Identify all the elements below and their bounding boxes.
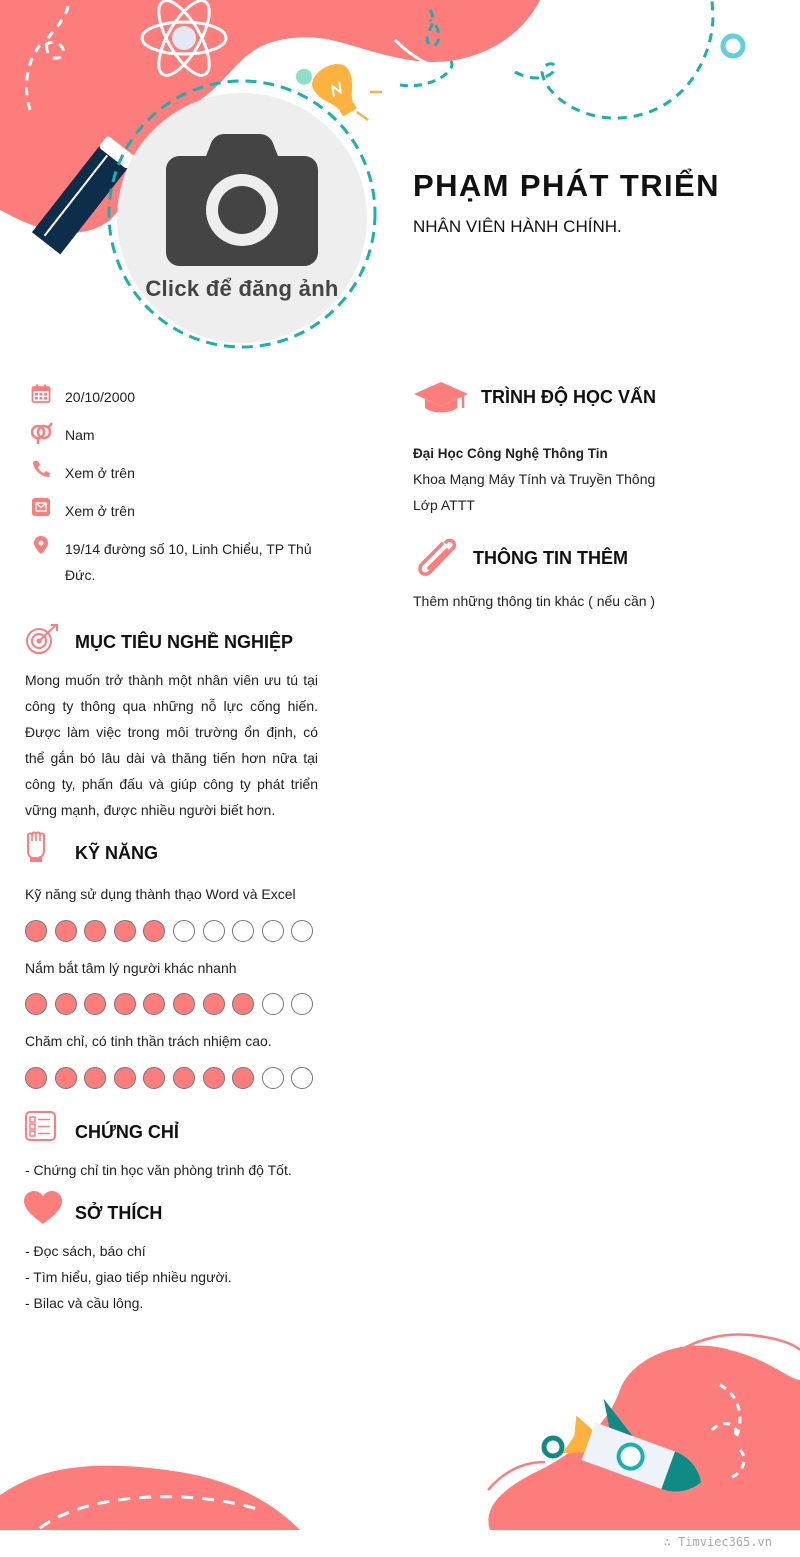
rating-dot-filled[interactable] — [25, 920, 47, 942]
rating-dot-empty[interactable] — [262, 920, 284, 942]
candidate-name[interactable]: PHẠM PHÁT TRIỂN — [413, 168, 720, 203]
heart-icon — [24, 1191, 62, 1224]
hobby-item-3[interactable]: - Bilac và cầu lông. — [25, 1295, 144, 1311]
education-title[interactable]: TRÌNH ĐỘ HỌC VẤN — [481, 387, 656, 407]
watermark-text: Timviec365.vn — [678, 1535, 772, 1549]
calendar-icon — [28, 384, 53, 406]
email-icon — [28, 498, 53, 520]
objective-text[interactable]: Mong muốn trở thành một nhân viên ưu tú tại công ty thông qua những nỗ lực cống hiến. Được làm việc trong môi trường ổn định, có thể gắn bó lâu dài và thăng tiến hơn nữa tại công ty, phấn đấu và giúp công ty phát triển vững mạnh, được nhiều người biết hơn. — [25, 672, 318, 818]
bottom-right-blob — [488, 1346, 800, 1530]
rating-dot-filled[interactable] — [143, 920, 165, 942]
address-row — [28, 536, 325, 588]
graduation-cap-icon — [413, 380, 469, 414]
skill-name-3[interactable]: Chăm chỉ, có tinh thần trách nhiệm cao. — [25, 1033, 272, 1049]
rating-dot-filled[interactable] — [84, 1067, 106, 1089]
address-text[interactable]: 19/14 đường số 10, Linh Chiểu, TP Thủ Đức. — [65, 541, 312, 583]
rating-dot-filled[interactable] — [55, 920, 77, 942]
education-class[interactable]: Lớp ATTT — [413, 497, 475, 513]
objective-title[interactable]: MỤC TIÊU NGHỀ NGHIỆP — [75, 632, 294, 652]
paperclip-icon — [416, 538, 458, 578]
extra-text[interactable]: Thêm những thông tin khác ( nếu cần ) — [413, 593, 656, 609]
rating-dot-filled[interactable] — [55, 993, 77, 1015]
rating-dot-empty[interactable] — [291, 920, 313, 942]
rating-dot-filled[interactable] — [84, 993, 106, 1015]
rating-dot-empty[interactable] — [203, 920, 225, 942]
skill-name-1[interactable]: Kỹ năng sử dụng thành thạo Word và Excel — [25, 886, 296, 902]
watermark — [664, 1535, 772, 1549]
rating-dot-filled[interactable] — [114, 1067, 136, 1089]
target-icon — [25, 623, 59, 657]
rating-dot-filled[interactable] — [173, 1067, 195, 1089]
rating-dot-filled[interactable] — [114, 920, 136, 942]
rating-dot-filled[interactable] — [84, 920, 106, 942]
rating-dot-filled[interactable] — [143, 993, 165, 1015]
phone-text[interactable]: Xem ở trên — [65, 465, 135, 481]
phone-row — [28, 460, 325, 486]
camera-icon — [166, 134, 318, 266]
birthday-text[interactable]: 20/10/2000 — [65, 389, 136, 405]
rating-dot-filled[interactable] — [114, 993, 136, 1015]
rating-dot-filled[interactable] — [232, 1067, 254, 1089]
certificates-title[interactable]: CHỨNG CHỈ — [75, 1122, 179, 1142]
rating-dot-empty[interactable] — [291, 1067, 313, 1089]
education-school[interactable]: Đại Học Công Nghệ Thông Tin — [413, 446, 608, 461]
rating-dot-empty[interactable] — [291, 993, 313, 1015]
rating-dot-filled[interactable] — [55, 1067, 77, 1089]
rating-dot-filled[interactable] — [25, 1067, 47, 1089]
skill-rating-2 — [25, 993, 313, 1015]
gender-text[interactable]: Nam — [65, 427, 95, 443]
hobby-item-1[interactable]: - Đọc sách, báo chí — [25, 1243, 146, 1259]
rating-dot-filled[interactable] — [25, 993, 47, 1015]
education-major[interactable]: Khoa Mạng Máy Tính và Truyền Thông — [413, 471, 656, 487]
photo-upload-button[interactable] — [117, 93, 367, 343]
birthday-row — [28, 384, 325, 410]
gender-row — [28, 422, 325, 448]
watermark-dots-icon: ∴ — [663, 1535, 679, 1549]
rating-dot-filled[interactable] — [232, 993, 254, 1015]
rating-dot-filled[interactable] — [173, 993, 195, 1015]
hobbies-title[interactable]: SỞ THÍCH — [75, 1203, 163, 1223]
rating-dot-empty[interactable] — [262, 993, 284, 1015]
job-title[interactable]: NHÂN VIÊN HÀNH CHÍNH. — [413, 217, 622, 236]
rating-dot-empty[interactable] — [173, 920, 195, 942]
checklist-icon — [25, 1111, 56, 1141]
extra-title[interactable]: THÔNG TIN THÊM — [473, 548, 628, 568]
photo-label: Click để đăng ảnh — [145, 276, 339, 301]
skill-rating-3 — [25, 1067, 313, 1089]
hobby-item-2[interactable]: - Tìm hiểu, giao tiếp nhiều người. — [25, 1269, 232, 1285]
skill-rating-1 — [25, 920, 313, 942]
rating-dot-filled[interactable] — [143, 1067, 165, 1089]
email-row — [28, 498, 325, 524]
rating-dot-filled[interactable] — [203, 1067, 225, 1089]
phone-icon — [28, 460, 53, 482]
location-icon — [28, 536, 53, 558]
rating-dot-empty[interactable] — [232, 920, 254, 942]
skills-title[interactable]: KỸ NĂNG — [75, 843, 159, 863]
certificates-text[interactable]: - Chứng chỉ tin học văn phòng trình độ Tốt. — [25, 1162, 292, 1178]
fist-icon — [25, 831, 47, 863]
skill-name-2[interactable]: Nắm bắt tâm lý người khác nhanh — [25, 960, 237, 976]
gender-icon — [28, 422, 53, 444]
rating-dot-filled[interactable] — [203, 993, 225, 1015]
rating-dot-empty[interactable] — [262, 1067, 284, 1089]
email-text[interactable]: Xem ở trên — [65, 503, 135, 519]
